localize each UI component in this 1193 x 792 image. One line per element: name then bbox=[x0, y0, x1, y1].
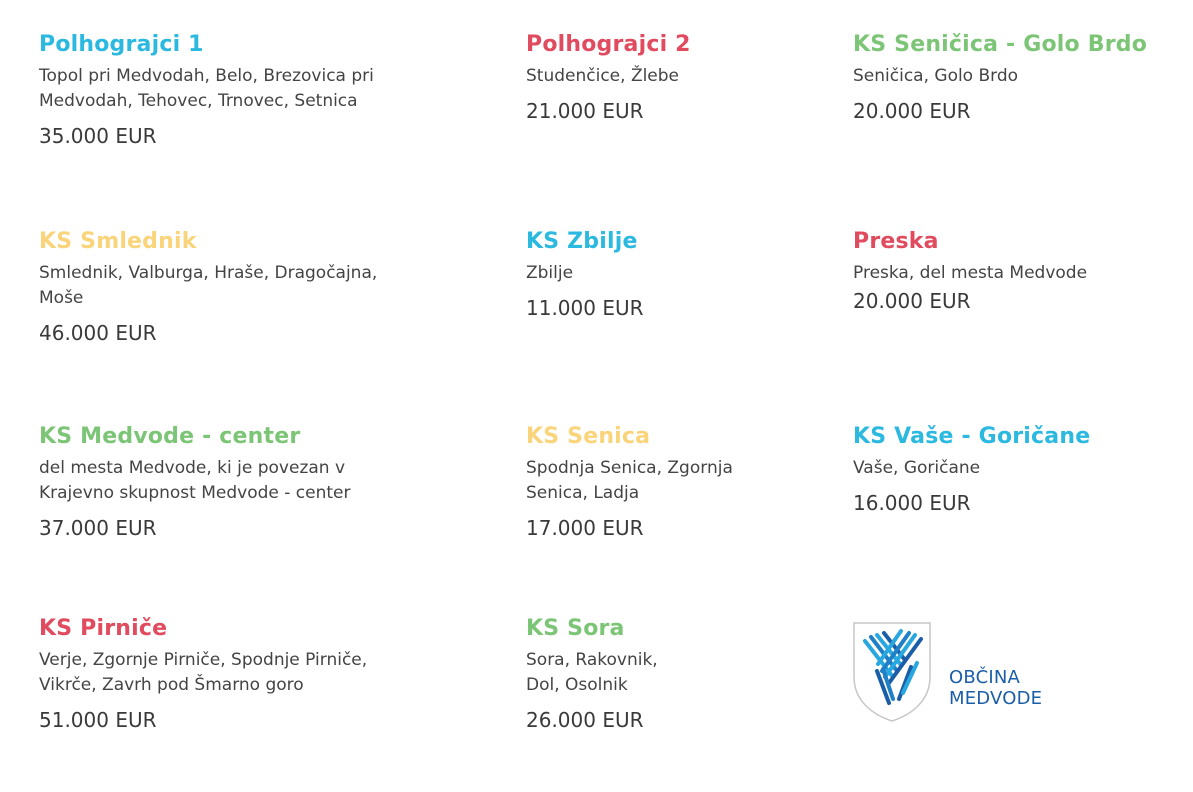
community-card-polhograjci-2 bbox=[526, 30, 826, 124]
community-name: KS Zbilje bbox=[526, 229, 638, 254]
community-places: Topol pri Medvodah, Belo, Brezovica pri Medvodah, Tehovec, Trnovec, Setnica bbox=[39, 66, 374, 111]
community-name: KS Medvode - center bbox=[39, 424, 301, 449]
community-card-senica bbox=[526, 422, 736, 541]
community-name: Preska bbox=[853, 229, 939, 254]
logo-text bbox=[949, 667, 1042, 709]
community-places: Sora, Rakovnik, Dol, Osolnik bbox=[526, 650, 658, 695]
community-places: Smlednik, Valburga, Hraše, Dragočajna, Moše bbox=[39, 263, 378, 308]
community-card-sora bbox=[526, 614, 686, 733]
community-name: KS Pirniče bbox=[39, 616, 168, 641]
community-card-zbilje bbox=[526, 227, 826, 321]
logo-line-1: OBČINA bbox=[949, 667, 1021, 688]
community-name: KS Senica bbox=[526, 424, 651, 449]
community-places: Preska, del mesta Medvode bbox=[853, 263, 1088, 283]
community-card-vase-goricane bbox=[853, 422, 1183, 516]
medvode-coat-of-arms-icon bbox=[851, 619, 935, 723]
community-amount: 26.000 EUR bbox=[526, 708, 644, 732]
logo-line-2: MEDVODE bbox=[949, 688, 1043, 709]
community-amount: 20.000 EUR bbox=[853, 99, 971, 123]
community-card-medvode-center bbox=[39, 422, 399, 541]
community-name: Polhograjci 1 bbox=[39, 32, 204, 57]
community-name: KS Sora bbox=[526, 616, 625, 641]
community-amount: 20.000 EUR bbox=[853, 289, 971, 313]
community-amount: 35.000 EUR bbox=[39, 124, 157, 148]
community-amount: 11.000 EUR bbox=[526, 296, 644, 320]
community-amount: 21.000 EUR bbox=[526, 99, 644, 123]
community-places: Seničica, Golo Brdo bbox=[853, 66, 1019, 86]
community-amount: 17.000 EUR bbox=[526, 516, 644, 540]
community-amount: 37.000 EUR bbox=[39, 516, 157, 540]
community-card-pirnice bbox=[39, 614, 409, 733]
community-card-smlednik bbox=[39, 227, 419, 346]
community-name: KS Smlednik bbox=[39, 229, 197, 254]
community-name: KS Seničica - Golo Brdo bbox=[853, 32, 1148, 57]
community-places: Verje, Zgornje Pirniče, Spodnje Pirniče, Vikrče, Zavrh pod Šmarno goro bbox=[39, 650, 368, 695]
community-amount: 51.000 EUR bbox=[39, 708, 157, 732]
obcina-medvode-logo bbox=[851, 619, 1111, 723]
community-places: Vaše, Goričane bbox=[853, 458, 981, 478]
community-card-senicica-golo-brdo bbox=[853, 30, 1183, 124]
community-name: KS Vaše - Goričane bbox=[853, 424, 1091, 449]
community-places: Studenčice, Žlebe bbox=[526, 66, 680, 86]
community-places: Spodnja Senica, Zgornja Senica, Ladja bbox=[526, 458, 733, 503]
community-name: Polhograjci 2 bbox=[526, 32, 691, 57]
community-amount: 46.000 EUR bbox=[39, 321, 157, 345]
community-places: del mesta Medvode, ki je povezan v Krajevno skupnost Medvode - center bbox=[39, 458, 351, 503]
community-card-polhograjci-1 bbox=[39, 30, 439, 149]
community-amount: 16.000 EUR bbox=[853, 491, 971, 515]
community-card-preska bbox=[853, 227, 1183, 314]
community-places: Zbilje bbox=[526, 263, 574, 283]
